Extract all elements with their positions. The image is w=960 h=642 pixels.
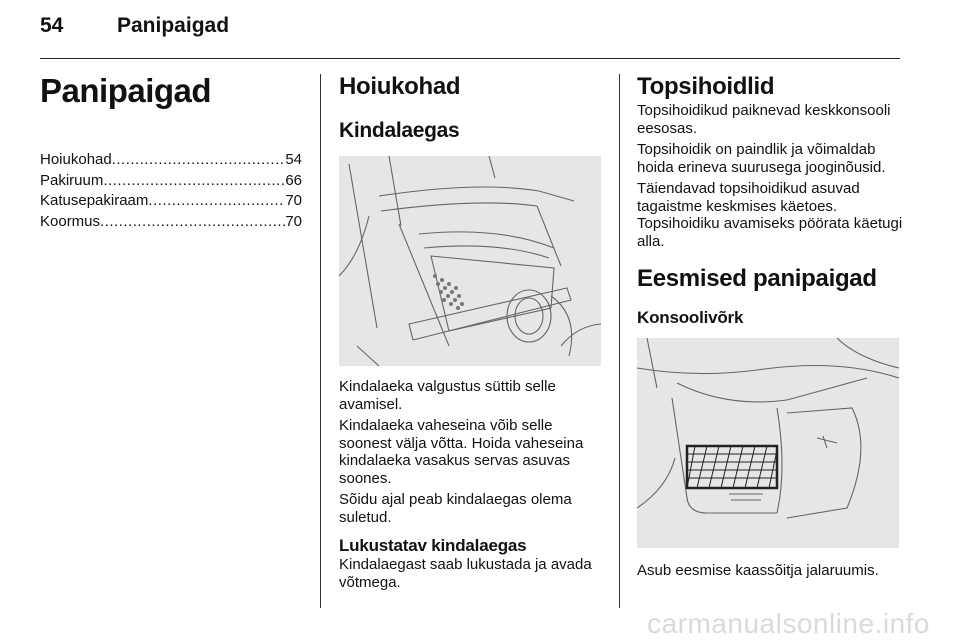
running-title: Panipaigad: [117, 14, 230, 37]
cupholder-column: [637, 72, 903, 580]
toc-entry[interactable]: Pakiruum ..... 66: [40, 171, 302, 192]
paragraph: Sõidu ajal peab kindalaegas olema suletud.: [339, 491, 572, 526]
lockable-glovebox-title: Lukustatav kindalaegas: [339, 536, 527, 555]
paragraph: Topsihoidikud paiknevad keskkonsooli eesosas.: [637, 102, 891, 137]
section-title-front-storage: Eesmised panipaigad: [637, 265, 877, 292]
image-caption: Asub eesmise kaassõitja jalaruumis.: [637, 562, 879, 579]
paragraph: Topsihoidik on paindlik ja võimaldab hoida erineva suurusega jooginõusid.: [637, 141, 886, 176]
storage-column: [339, 72, 603, 591]
page-header: [40, 14, 900, 60]
header-divider: [40, 58, 900, 59]
column-divider-1: [320, 74, 321, 608]
chapter-title: Panipaigad: [40, 72, 212, 109]
subsection-title-console-net: Konsoolivõrk: [637, 308, 744, 327]
page-number: 54: [40, 14, 64, 37]
section-title-topsihoidlid: Topsihoidlid: [637, 73, 775, 100]
console-net-illustration: [637, 338, 899, 548]
toc-entry[interactable]: Koormus ..... 70: [40, 212, 302, 233]
table-of-contents: [40, 150, 302, 232]
paragraph: Kindalaeka vaheseina võib selle soonest välja võtta. Hoida vaheseina kindalaeka vasakus servas asuvas soones.: [339, 417, 584, 487]
paragraph: Kindalaeka valgustus süttib selle avamisel.: [339, 378, 556, 413]
toc-entry[interactable]: Hoiukohad ..... 54: [40, 150, 302, 171]
watermark: carmanualsonline.info: [647, 608, 930, 639]
paragraph: Täiendavad topsihoidikud asuvad tagaistme keskmises käetoes. Topsihoidiku avamiseks pöörata käetugi alla.: [637, 180, 903, 250]
toc-entry[interactable]: Katusepakiraam ..... 70: [40, 191, 302, 212]
section-title-hoiukohad: Hoiukohad: [339, 73, 461, 100]
paragraph: Kindalaegast saab lukustada ja avada võtmega.: [339, 556, 592, 591]
toc-column: [40, 72, 302, 232]
column-divider-2: [619, 74, 620, 608]
subsection-title-kindalaegas: Kindalaegas: [339, 119, 460, 142]
glovebox-illustration: [339, 156, 601, 366]
